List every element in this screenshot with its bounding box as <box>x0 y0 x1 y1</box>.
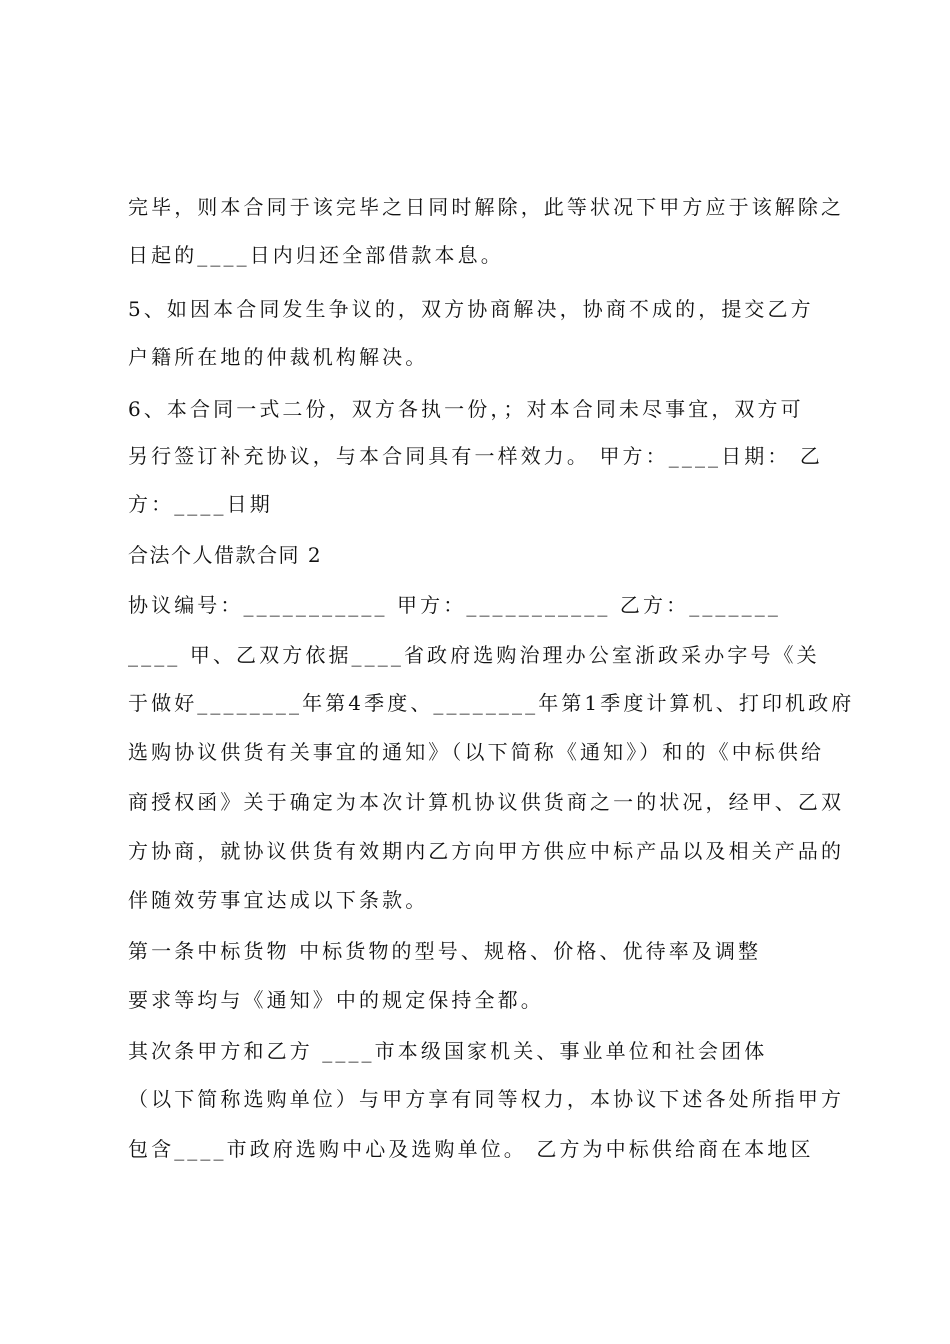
text-line: 于做好________年第4季度、________年第1季度计算机、打印机政府 <box>128 691 855 715</box>
text-line: 方协商，就协议供货有效期内乙方向甲方供应中标产品以及相关产品的 <box>128 839 845 863</box>
text-line: 完毕，则本合同于该完毕之日同时解除，此等状况下甲方应于该解除之 <box>128 195 845 219</box>
text-line: 商授权函》关于确定为本次计算机协议供货商之一的状况，经甲、乙双 <box>128 790 845 814</box>
text-line: 6、本合同一式二份，双方各执一份，；对本合同未尽事宜，双方可 <box>128 397 804 421</box>
text-line: 协议编号：___________ 甲方：___________ 乙方：_______ <box>128 593 781 617</box>
text-line: 选购协议供货有关事宜的通知》（以下简称《通知》）和的《中标供给 <box>128 740 825 764</box>
text-line: （以下简称选购单位）与甲方享有同等权力，本协议下述各处所指甲方 <box>128 1087 845 1111</box>
text-line: 包含____市政府选购中心及选购单位。 乙方为中标供给商在本地区 <box>128 1137 814 1161</box>
text-line: 另行签订补充协议，与本合同具有一样效力。 甲方：____日期： 乙 <box>128 444 824 468</box>
text-line: ____ 甲、乙双方依据____省政府选购治理办公室浙政采办字号《关 <box>128 643 820 667</box>
text-line: 5、如因本合同发生争议的，双方协商解决，协商不成的，提交乙方 <box>128 297 814 321</box>
text-line: 伴随效劳事宜达成以下条款。 <box>128 888 429 912</box>
text-line: 其次条甲方和乙方 ____市本级国家机关、事业单位和社会团体 <box>128 1039 768 1063</box>
text-line: 方：____日期 <box>128 492 273 516</box>
section-heading: 合法个人借款合同 2 <box>128 543 323 567</box>
text-line: 户籍所在地的仲裁机构解决。 <box>128 345 429 369</box>
text-line: 第一条中标货物 中标货物的型号、规格、价格、优待率及调整 <box>128 939 762 963</box>
text-line: 日起的____日内归还全部借款本息。 <box>128 243 504 267</box>
text-line: 要求等均与《通知》中的规定保持全都。 <box>128 988 544 1012</box>
